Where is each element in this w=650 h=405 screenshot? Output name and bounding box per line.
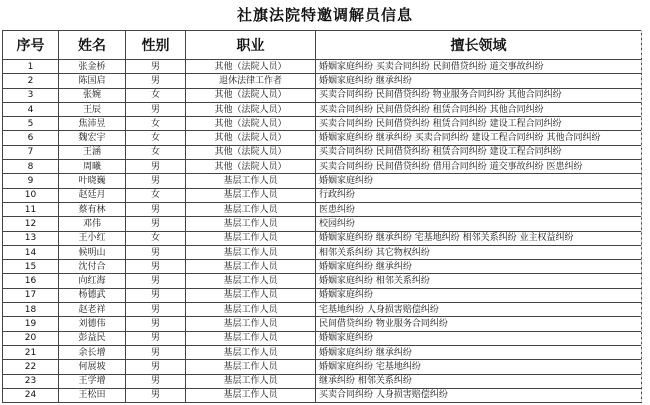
cell-seq: 17: [3, 288, 59, 302]
cell-job: 基层工作人员: [186, 245, 316, 259]
cell-gender: 女: [126, 231, 186, 245]
cell-name: 彭益民: [59, 331, 126, 345]
cell-field: 买卖合同纠纷 民间借贷纠纷 物业服务合同纠纷 其他合同纠纷: [316, 88, 642, 102]
cell-field: 婚姻家庭纠纷 继承纠纷 买卖合同纠纷 建设工程合同纠纷 其他合同纠纷: [316, 131, 642, 145]
cell-name: 蔡有林: [59, 202, 126, 216]
cell-gender: 女: [126, 88, 186, 102]
cell-name: 沈付合: [59, 260, 126, 274]
page-boundary-guide: [641, 30, 643, 402]
cell-seq: 4: [3, 102, 59, 116]
cell-gender: 男: [126, 274, 186, 288]
cell-job: 基层工作人员: [186, 303, 316, 317]
cell-job: 基层工作人员: [186, 388, 316, 402]
table-row: [3, 131, 642, 145]
cell-name: 赵廷月: [59, 188, 126, 202]
cell-field: 行政纠纷: [316, 188, 642, 202]
cell-job: 基层工作人员: [186, 374, 316, 388]
table-row: [3, 60, 642, 74]
cell-job: 其他（法院人员）: [186, 102, 316, 116]
cell-seq: 2: [3, 74, 59, 88]
cell-seq: 1: [3, 60, 59, 74]
cell-field: 买卖合同纠纷 民间借贷纠纷 租赁合同纠纷 建设工程合同纠纷: [316, 117, 642, 131]
cell-name: 邓伟: [59, 217, 126, 231]
cell-job: 退休法律工作者: [186, 74, 316, 88]
table-row: [3, 202, 642, 216]
cell-field: 买卖合同纠纷 民间借贷纠纷 租赁合同纠纷 其他合同纠纷: [316, 102, 642, 116]
cell-field: 买卖合同纠纷 民间借贷纠纷 租赁合同纠纷 建设工程合同纠纷: [316, 145, 642, 159]
cell-name: 刘德伟: [59, 317, 126, 331]
cell-field: 婚姻家庭纠纷 继承纠纷 宅基地纠纷 相邻关系纠纷 业主权益纠纷: [316, 231, 642, 245]
cell-seq: 21: [3, 345, 59, 359]
cell-gender: 男: [126, 160, 186, 174]
header-name: 姓名: [59, 31, 126, 60]
cell-seq: 14: [3, 245, 59, 259]
cell-name: 张金桥: [59, 60, 126, 74]
cell-gender: 男: [126, 245, 186, 259]
cell-seq: 5: [3, 117, 59, 131]
cell-gender: 男: [126, 60, 186, 74]
cell-name: 陈国启: [59, 74, 126, 88]
cell-name: 叶晓巍: [59, 174, 126, 188]
cell-seq: 22: [3, 360, 59, 374]
cell-gender: 男: [126, 202, 186, 216]
cell-name: 王辰: [59, 102, 126, 116]
table-body: [3, 60, 642, 403]
cell-field: 婚姻家庭纠纷 宅基地纠纷: [316, 360, 642, 374]
cell-job: 其他（法院人员）: [186, 131, 316, 145]
table-row: [3, 88, 642, 102]
cell-name: 余长增: [59, 345, 126, 359]
cell-name: 王松田: [59, 388, 126, 402]
table-row: [3, 360, 642, 374]
cell-name: 周曦: [59, 160, 126, 174]
cell-seq: 20: [3, 331, 59, 345]
mediator-table: [2, 30, 642, 403]
cell-name: 候明山: [59, 245, 126, 259]
cell-job: 基层工作人员: [186, 331, 316, 345]
table-row: [3, 388, 642, 402]
cell-seq: 11: [3, 202, 59, 216]
table-row: [3, 102, 642, 116]
cell-seq: 23: [3, 374, 59, 388]
cell-job: 其他（法院人员）: [186, 160, 316, 174]
cell-name: 王学增: [59, 374, 126, 388]
table-row: [3, 288, 642, 302]
cell-field: 婚姻家庭纠纷: [316, 288, 642, 302]
table-row: [3, 217, 642, 231]
cell-name: 王涵: [59, 145, 126, 159]
cell-gender: 男: [126, 345, 186, 359]
table-row: [3, 317, 642, 331]
cell-seq: 10: [3, 188, 59, 202]
cell-field: 婚姻家庭纠纷 继承纠纷: [316, 345, 642, 359]
cell-seq: 6: [3, 131, 59, 145]
cell-field: 医患纠纷: [316, 202, 642, 216]
cell-job: 基层工作人员: [186, 345, 316, 359]
cell-gender: 男: [126, 288, 186, 302]
cell-seq: 3: [3, 88, 59, 102]
cell-job: 基层工作人员: [186, 360, 316, 374]
table-row: [3, 260, 642, 274]
cell-name: 向红海: [59, 274, 126, 288]
cell-gender: 男: [126, 260, 186, 274]
cell-name: 张婉: [59, 88, 126, 102]
table-row: [3, 74, 642, 88]
cell-job: 其他（法院人员）: [186, 117, 316, 131]
cell-name: 魏宏宇: [59, 131, 126, 145]
cell-field: 买卖合同纠纷 民间借贷纠纷 借用合同纠纷 道交事故纠纷 医患纠纷: [316, 160, 642, 174]
table-row: [3, 188, 642, 202]
cell-gender: 女: [126, 131, 186, 145]
cell-gender: 女: [126, 188, 186, 202]
table-header-row: [3, 31, 642, 60]
cell-job: 其他（法院人员）: [186, 60, 316, 74]
cell-field: 婚姻家庭纠纷 相邻关系纠纷: [316, 274, 642, 288]
cell-field: 婚姻家庭纠纷 继承纠纷: [316, 74, 642, 88]
cell-seq: 19: [3, 317, 59, 331]
cell-field: 校园纠纷: [316, 217, 642, 231]
cell-gender: 男: [126, 374, 186, 388]
cell-seq: 24: [3, 388, 59, 402]
table-row: [3, 245, 642, 259]
cell-job: 其他（法院人员）: [186, 88, 316, 102]
cell-gender: 男: [126, 331, 186, 345]
cell-gender: 男: [126, 74, 186, 88]
cell-seq: 8: [3, 160, 59, 174]
table-row: [3, 174, 642, 188]
cell-job: 基层工作人员: [186, 188, 316, 202]
cell-gender: 男: [126, 102, 186, 116]
cell-name: 王小红: [59, 231, 126, 245]
cell-seq: 15: [3, 260, 59, 274]
cell-field: 婚姻家庭纠纷: [316, 331, 642, 345]
table-row: [3, 374, 642, 388]
header-seq: 序号: [3, 31, 59, 60]
header-field: 擅长领域: [316, 31, 642, 60]
table-row: [3, 274, 642, 288]
cell-job: 基层工作人员: [186, 317, 316, 331]
cell-field: 买卖合同纠纷 人身损害赔偿纠纷: [316, 388, 642, 402]
cell-job: 基层工作人员: [186, 274, 316, 288]
cell-seq: 18: [3, 303, 59, 317]
cell-name: 杨德武: [59, 288, 126, 302]
cell-job: 基层工作人员: [186, 288, 316, 302]
cell-job: 基层工作人员: [186, 260, 316, 274]
cell-job: 其他（法院人员）: [186, 145, 316, 159]
cell-field: 相邻关系纠纷 其它物权纠纷: [316, 245, 642, 259]
cell-job: 基层工作人员: [186, 231, 316, 245]
cell-gender: 男: [126, 317, 186, 331]
cell-gender: 男: [126, 174, 186, 188]
cell-gender: 女: [126, 117, 186, 131]
cell-job: 基层工作人员: [186, 217, 316, 231]
cell-field: 婚姻家庭纠纷 继承纠纷: [316, 260, 642, 274]
cell-seq: 12: [3, 217, 59, 231]
table-row: [3, 345, 642, 359]
table-row: [3, 331, 642, 345]
cell-gender: 男: [126, 388, 186, 402]
table-row: [3, 117, 642, 131]
cell-field: 继承纠纷 相邻关系纠纷: [316, 374, 642, 388]
table-row: [3, 160, 642, 174]
header-job: 职业: [186, 31, 316, 60]
table-row: [3, 231, 642, 245]
cell-gender: 男: [126, 360, 186, 374]
cell-field: 婚姻家庭纠纷 买卖合同纠纷 民间借贷纠纷 道交事故纠纷: [316, 60, 642, 74]
cell-gender: 男: [126, 217, 186, 231]
cell-gender: 男: [126, 303, 186, 317]
cell-field: 婚姻家庭纠纷: [316, 174, 642, 188]
cell-job: 基层工作人员: [186, 174, 316, 188]
cell-job: 基层工作人员: [186, 202, 316, 216]
cell-field: 宅基地纠纷 人身损害赔偿纠纷: [316, 303, 642, 317]
cell-seq: 7: [3, 145, 59, 159]
cell-name: 赵老祥: [59, 303, 126, 317]
cell-seq: 16: [3, 274, 59, 288]
cell-seq: 13: [3, 231, 59, 245]
document-title: 社旗法院特邀调解员信息: [236, 6, 413, 24]
table-row: [3, 303, 642, 317]
cell-gender: 女: [126, 145, 186, 159]
cell-field: 民间借贷纠纷 物业服务合同纠纷: [316, 317, 642, 331]
cell-seq: 9: [3, 174, 59, 188]
table-row: [3, 145, 642, 159]
cell-name: 何展坡: [59, 360, 126, 374]
cell-name: 焦沛昱: [59, 117, 126, 131]
header-gender: 性别: [126, 31, 186, 60]
